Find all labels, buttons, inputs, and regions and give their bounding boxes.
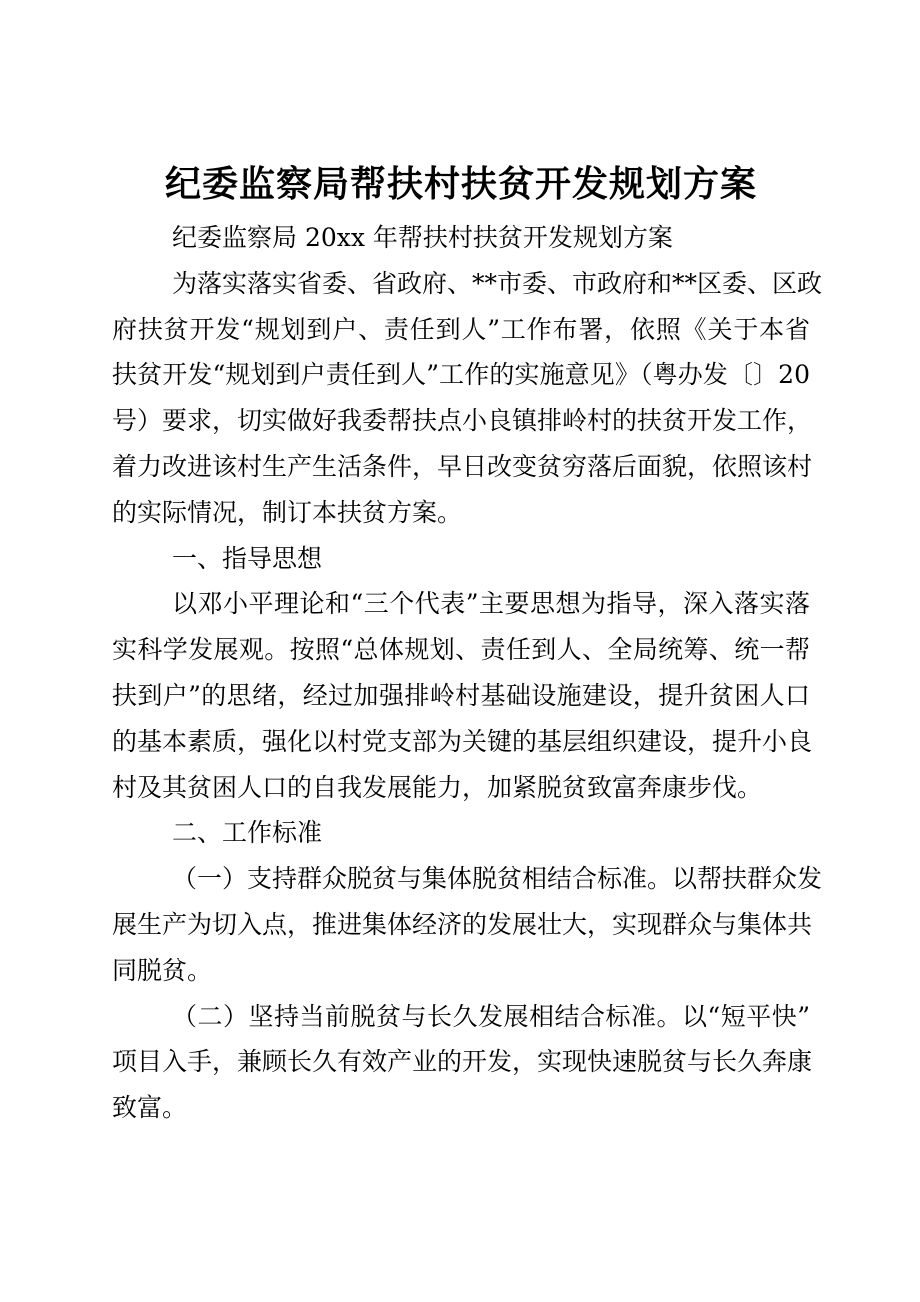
text-line: 项目入手，兼顾长久有效产业的开发，实现快速脱贫与长久奔康 — [112, 1047, 813, 1077]
text-line: 的基本素质，强化以村党支部为关键的基层组织建设，提升小良 — [112, 726, 813, 756]
paragraph — [112, 536, 810, 582]
text-line: 二、工作标准 — [172, 818, 323, 848]
text-line: 村及其贫困人口的自我发展能力，加紧脱贫致富奔康步伐。 — [112, 772, 763, 802]
text-line: 展生产为切入点，推进集体经济的发展壮大，实现群众与集体共 — [112, 909, 813, 939]
text-line: 实科学发展观。按照“总体规划、责任到人、全局统筹、统一帮 — [112, 635, 810, 665]
text-line: （二）坚持当前脱贫与长久发展相结合标准。以“短平快” — [172, 1001, 810, 1031]
document-body — [112, 215, 823, 1131]
text-line: 府扶贫开发“规划到户、责任到人”工作布署，依照《关于本省 — [112, 314, 810, 344]
text-line: （一）支持群众脱贫与集体脱贫相结合标准。以帮扶群众发 — [172, 864, 823, 894]
text-line: 致富。 — [112, 1093, 188, 1123]
text-line: 扶到户”的思绪，经过加强排岭村基础设施建设，提升贫困人口 — [112, 680, 810, 710]
text-line: 一、指导思想 — [172, 543, 323, 573]
paragraph — [112, 856, 823, 993]
text-line: 扶贫开发“规划到户责任到人”工作的实施意见》（粤办发〔〕20 — [112, 360, 810, 390]
paragraph — [112, 215, 810, 261]
document-title: 纪委监察局帮扶村扶贫开发规划方案 — [164, 164, 757, 205]
text-line: 号）要求，切实做好我委帮扶点小良镇排岭村的扶贫开发工作， — [112, 406, 813, 436]
text-line: 的实际情况，制订本扶贫方案。 — [112, 497, 463, 527]
text-line: 以邓小平理论和“三个代表”主要思想为指导，深入落实落 — [172, 589, 810, 619]
text-line: 着力改进该村生产生活条件，早日改变贫穷落后面貌，依照该村 — [112, 451, 813, 481]
paragraph — [112, 261, 823, 536]
text-line: 为落实落实省委、省政府、**市委、市政府和**区委、区政 — [172, 268, 823, 298]
paragraph — [112, 994, 813, 1131]
paragraph — [112, 581, 813, 810]
text-line: 纪委监察局 20xx 年帮扶村扶贫开发规划方案 — [172, 223, 673, 252]
text-line: 同脱贫。 — [112, 955, 213, 985]
paragraph — [112, 810, 810, 856]
